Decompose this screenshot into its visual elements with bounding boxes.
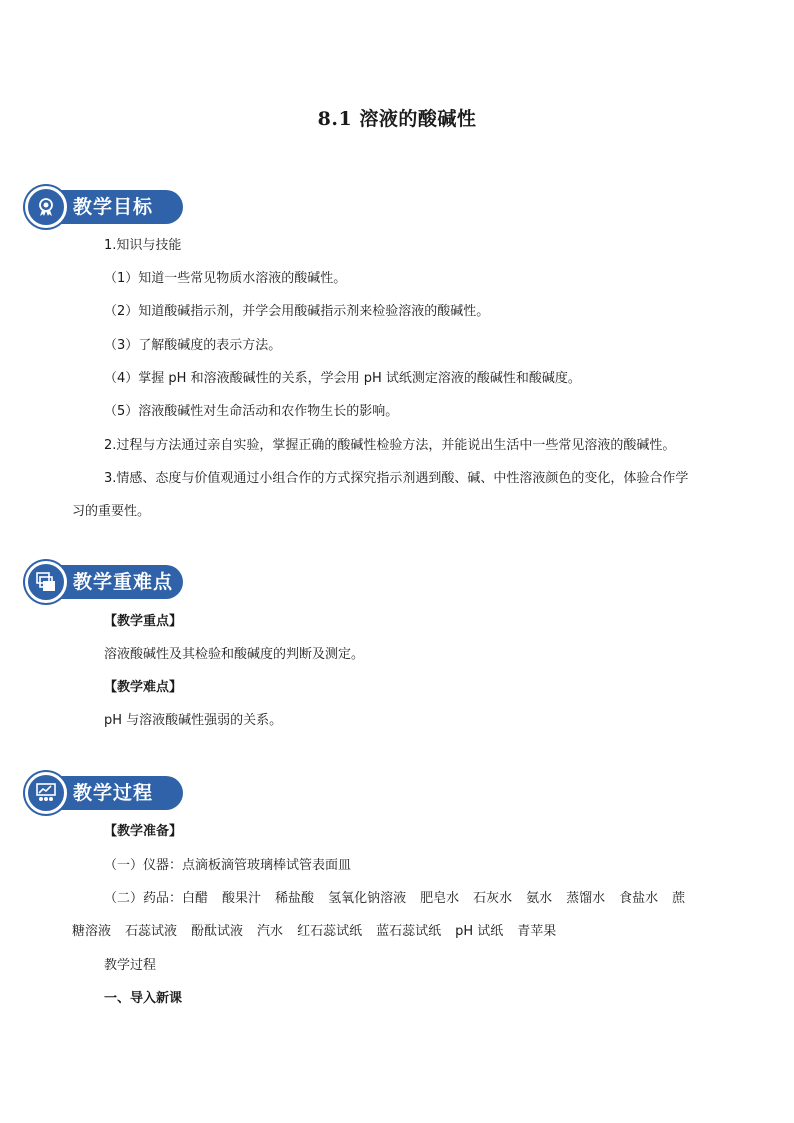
section-heading: 教学重难点 [73,571,174,593]
drugs-prefix: （二）药品： [104,891,183,906]
drug-item: 肥皂水 [420,891,460,906]
drug-item: 红石蕊试纸 [297,924,363,939]
key-point-text: 溶液酸碱性及其检验和酸碱度的判断及测定。 [104,647,365,662]
difficult-point-label: 【教学难点】 [104,680,183,695]
drug-item: 酸果汁 [222,891,262,906]
drug-item: 汽水 [257,924,284,939]
difficult-point-text: pH 与溶液酸碱性强弱的关系。 [104,713,283,728]
drug-item: 蓝石蕊试纸 [376,924,442,939]
preparation-label: 【教学准备】 [104,824,183,839]
drug-item: 蔗 [672,891,686,906]
section-header-key-points [25,561,185,603]
objective-line: 3.情感、态度与价值观通过小组合作的方式探究指示剂遇到酸、碱、中性溶液颜色的变化，体验合作学 [104,471,689,486]
drug-item: 青苹果 [517,924,557,939]
instruments-line: （一）仪器：点滴板滴管玻璃棒试管表面皿 [104,858,352,873]
key-point-label: 【教学重点】 [104,614,183,629]
drug-item: 白醋 [182,891,209,906]
drug-item: 氨水 [526,891,553,906]
section-heading: 教学过程 [73,782,154,804]
objective-line: （2）知道酸碱指示剂，并学会用酸碱指示剂来检验溶液的酸碱性。 [104,304,490,319]
drug-item: 糖溶液 [72,924,112,939]
section-header-process [25,772,185,814]
presentation-chart-icon [36,783,56,803]
intro-heading: 一、导入新课 [104,991,183,1006]
objective-line: 习的重要性。 [72,504,151,519]
objective-line: （4）掌握 pH 和溶液酸碱性的关系，学会用 pH 试纸测定溶液的酸碱性和酸碱度。 [104,371,581,386]
drugs-line [72,922,570,942]
drug-item: 食盐水 [619,891,659,906]
drug-item: 石灰水 [473,891,513,906]
drug-item: 稀盐酸 [275,891,315,906]
drug-item: 氢氧化钠溶液 [328,891,407,906]
drug-item: 蒸馏水 [566,891,606,906]
objective-line: 2.过程与方法通过亲自实验，掌握正确的酸碱性检验方法，并能说出生活中一些常见溶液的酸碱性。 [104,438,676,453]
objective-line: （5）溶液酸碱性对生命活动和农作物生长的影响。 [104,404,399,419]
objective-line: 1.知识与技能 [104,238,182,253]
layers-icon [36,572,56,592]
objective-line: （3）了解酸碱度的表示方法。 [104,338,282,353]
drug-item: 石蕊试液 [125,924,178,939]
award-ribbon-icon [36,197,56,217]
page-title: 8.1 溶液的酸碱性 [317,108,477,130]
drug-item: 酚酞试液 [191,924,244,939]
process-label: 教学过程 [104,958,157,973]
drugs-line [104,889,685,909]
drug-item: pH 试纸 [455,924,504,939]
section-header-objectives [25,186,185,228]
section-heading: 教学目标 [73,196,154,218]
objective-line: （1）知道一些常见物质水溶液的酸碱性。 [104,271,347,286]
